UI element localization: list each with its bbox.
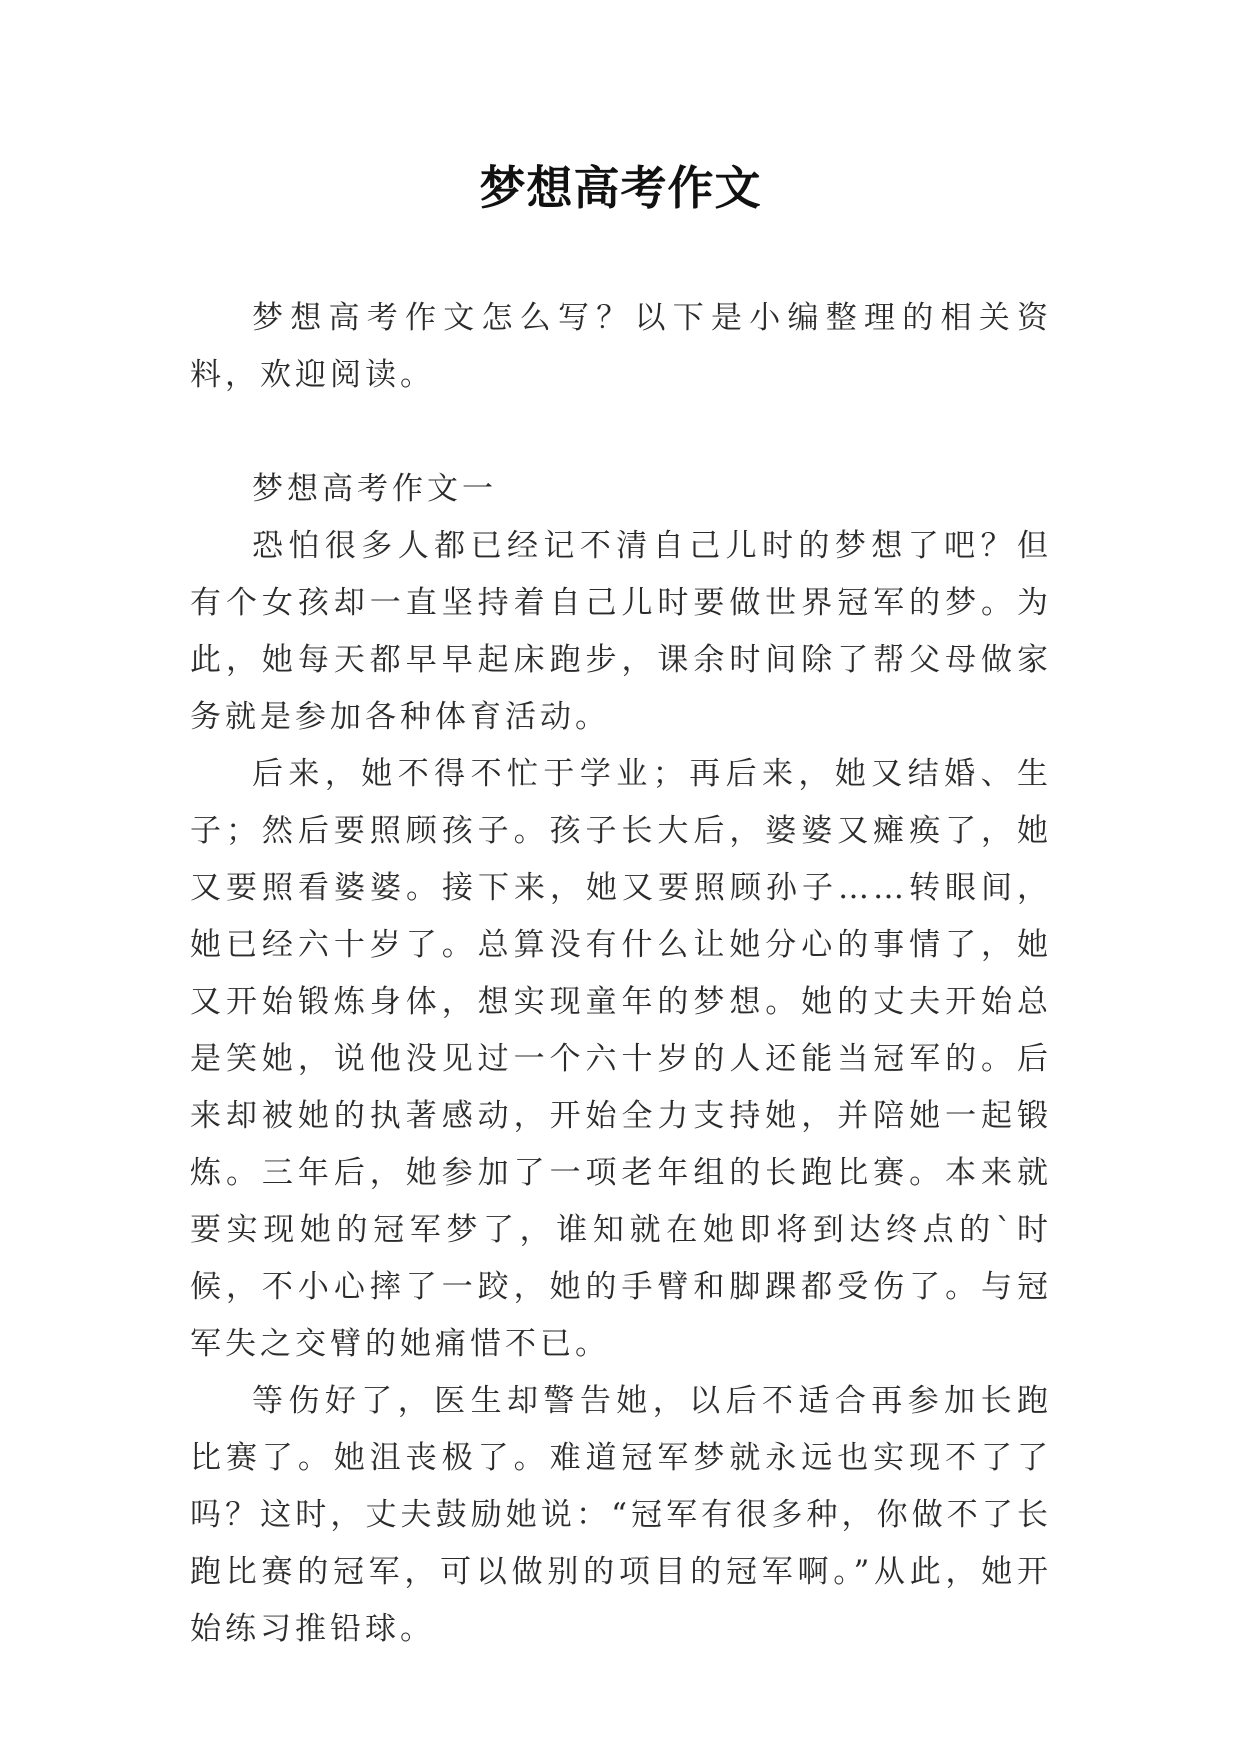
intro-paragraph: 梦想高考作文怎么写？以下是小编整理的相关资料，欢迎阅读。: [190, 300, 1052, 393]
body-paragraph: 等伤好了，医生却警告她，以后不适合再参加长跑比赛了。她沮丧极了。难道冠军梦就永远也实现不了了吗？这时，丈夫鼓励她说：“冠军有很多种，你做不了长跑比赛的冠军，可以做别的项目的冠军啊。”从此，她开始练习推铅球。: [190, 1383, 1052, 1647]
body-paragraph: 恐怕很多人都已经记不清自己儿时的梦想了吧？但有个女孩却一直坚持着自己儿时要做世界冠军的梦。为此，她每天都早早起床跑步，课余时间除了帮父母做家务就是参加各种体育活动。: [190, 528, 1052, 735]
document-body: [190, 290, 1052, 1658]
body-paragraph: 后来，她不得不忙于学业；再后来，她又结婚、生子；然后要照顾孩子。孩子长大后，婆婆又瘫痪了，她又要照看婆婆。接下来，她又要照顾孙子……转眼间，她已经六十岁了。总算没有什么让她分心的事情了，她又开始锻炼身体，想实现童年的梦想。她的丈夫开始总是笑她，说他没见过一个六十岁的人还能当冠军的。后来却被她的执著感动，开始全力支持她，并陪她一起锻炼。三年后，她参加了一项老年组的长跑比赛。本来就要实现她的冠军梦了，谁知就在她即将到达终点的`时候，不小心摔了一跤，她的手臂和脚踝都受伤了。与冠军失之交臂的她痛惜不已。: [190, 756, 1052, 1362]
document-title: 梦想高考作文: [479, 161, 762, 215]
section-heading: 梦想高考作文一: [252, 471, 497, 507]
